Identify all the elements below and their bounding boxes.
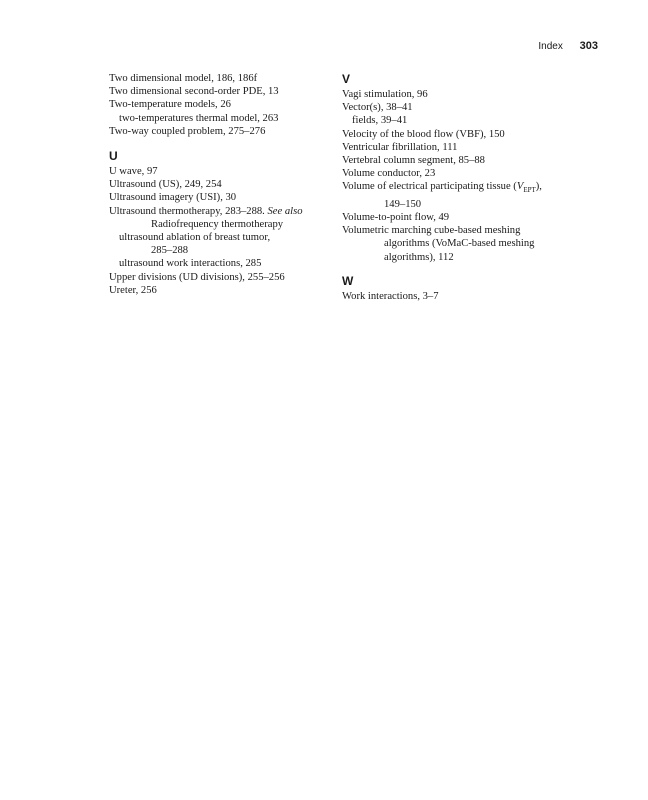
index-entry: Volume conductor, 23 bbox=[342, 168, 436, 180]
index-column-right bbox=[342, 72, 577, 303]
index-entry: Vertebral column segment, 85–88 bbox=[342, 155, 485, 167]
index-entry: Two dimensional second-order PDE, 13 bbox=[109, 86, 279, 98]
index-entry: Ultrasound (US), 249, 254 bbox=[109, 179, 222, 191]
section-letter-v: V bbox=[342, 72, 351, 86]
index-entry bbox=[342, 180, 577, 197]
index-entry-continuation: algorithms), 112 bbox=[384, 251, 454, 263]
symbol-v: V bbox=[516, 181, 524, 193]
index-entry: Velocity of the blood flow (VBF), 150 bbox=[342, 128, 505, 140]
symbol-subscript: EPT bbox=[523, 186, 536, 195]
index-entry-continuation: Radiofrequency thermotherapy bbox=[151, 218, 284, 230]
index-entry: Upper divisions (UD divisions), 255–256 bbox=[109, 271, 285, 283]
index-entry: Vagi stimulation, 96 bbox=[342, 89, 428, 100]
index-entry: Vector(s), 38–41 bbox=[342, 102, 413, 114]
running-head: Index bbox=[538, 41, 563, 52]
page-header bbox=[538, 40, 598, 52]
index-subentry: ultrasound work interactions, 285 bbox=[119, 258, 262, 270]
page-number: 303 bbox=[579, 40, 598, 52]
index-entry: Ureter, 256 bbox=[109, 284, 157, 296]
section-letter-u: U bbox=[109, 149, 118, 164]
index-subentry: fields, 39–41 bbox=[352, 115, 408, 127]
section-letter-w: W bbox=[342, 273, 354, 288]
index-column-left bbox=[109, 72, 324, 297]
index-entry-continuation: 285–288 bbox=[151, 245, 189, 257]
entry-text: Volume of electrical participating tissue ( bbox=[342, 181, 517, 193]
index-entry: Two-way coupled problem, 275–276 bbox=[109, 125, 266, 137]
index-entry: U wave, 97 bbox=[109, 166, 158, 178]
index-entry: Ultrasound imagery (USI), 30 bbox=[109, 192, 237, 204]
index-entry bbox=[109, 205, 324, 218]
index-subentry: ultrasound ablation of breast tumor, bbox=[119, 232, 271, 244]
index-entry: Two-temperature models, 26 bbox=[109, 99, 231, 111]
index-subentry: two-temperatures thermal model, 263 bbox=[119, 112, 279, 124]
see-also-label: See also bbox=[267, 205, 303, 217]
index-entry: Volume-to-point flow, 49 bbox=[342, 211, 450, 223]
index-entry: Work interactions, 3–7 bbox=[342, 290, 439, 302]
index-entry: Volumetric marching cube-based meshing bbox=[342, 225, 521, 237]
index-entry-continuation: algorithms (VoMaC-based meshing bbox=[384, 238, 535, 250]
index-entry: Ventricular fibrillation, 111 bbox=[342, 141, 458, 153]
entry-text-end: ), bbox=[535, 181, 542, 193]
index-entry: Two dimensional model, 186, 186f bbox=[109, 73, 258, 84]
entry-text: Ultrasound thermotherapy, 283–288. bbox=[109, 205, 265, 217]
index-entry-continuation: 149–150 bbox=[384, 198, 422, 210]
